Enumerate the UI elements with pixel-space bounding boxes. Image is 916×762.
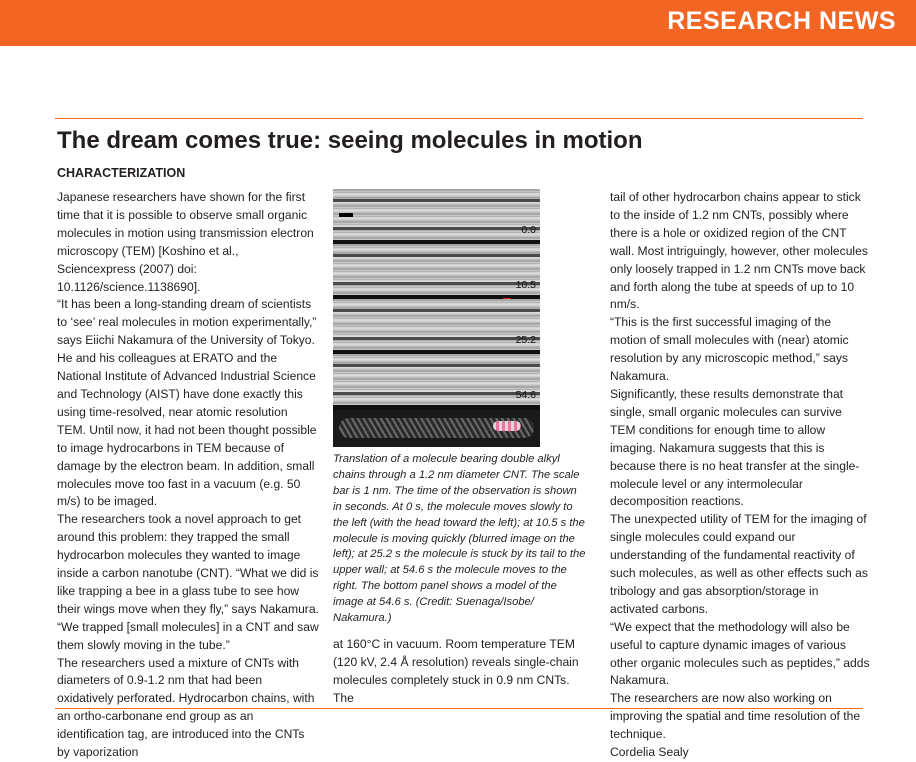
paragraph: “This is the first successful imaging of the motion of small molecules with (near) atomic resolution by any microscopic method,” says Nakamura. [610,315,849,384]
paragraph: “We expect that the methodology will also be useful to capture dynamic images of various other organic molecules such as peptides,” adds Nakamura. [610,619,870,688]
paragraph: Significantly, these results demonstrate that single, small organic molecules can survive TEM conditions for enough time to allow imaging. Nakamura suggests that this is because there is no heat transfer at the single-molecule level or any intermolecular decomposition reactions. [610,386,860,509]
cnt-wall [333,392,540,395]
paragraph: Japanese researchers have shown for the first time that it is possible to observe small organic molecules in motion using transmission electron microscopy (TEM) [Koshino et al., Sciencexpress (2007) doi: 10.1126/science.1138690]. [57,190,314,294]
molecule-model [493,421,521,431]
paragraph: The researchers took a novel approach to get around this problem: they trapped the small hydrocarbon molecules they wanted to image inside a carbon nanotube (CNT). “What we did is like trapping a bee in a glass tube to see how their wings move when they fly,” says Nakamura. “We trapped [small molecules] in a CNT and saw them slowly moving in the tube.” [57,512,319,652]
frame-time-label: 0.0 [521,224,536,236]
paragraph: The researchers are now also working on improving the spatial and time resolution of the technique. [610,691,861,742]
tem-frame [333,354,540,405]
paragraph: at 160°C in vacuum. Room temperature TEM (120 kV, 2.4 Å resolution) reveals single-chain molecules completely stuck in 0.9 nm CNTs. The [333,637,579,705]
cnt-wall [333,254,540,257]
author-byline: Cordelia Sealy [610,745,689,760]
banner [0,0,916,46]
banner-title: RESEARCH NEWS [667,7,896,35]
paragraph: “It has been a long-standing dream of scientists to ‘see’ real molecules in motion experimentally,” says Eiichi Nakamura of the University of Tokyo. He and his colleagues at ERATO and the National Institute of Advanced Industrial Science and Technology (AIST) have done exactly this using time-resolved, near atomic resolution TEM. Until now, it had not been thought possible to image hydrocarbons in TEM because of damage by the electron beam. In addition, small molecules move too fast in a vacuum (e.g. 50 m/s) to be imaged. [57,297,317,509]
column-3 [610,189,870,762]
cnt-wall [333,227,540,230]
tem-frame [333,299,540,350]
frame-time-label: 25.2 [515,334,536,346]
caption-text: Translation of a molecule bearing double alkyl chains through a 1.2 nm diameter CNT. The scale bar is 1 nm. The time of the observation is shown in seconds. At 0 s, the molecule moves slowly to the left (with the head toward the left); at 10.5 s the molecule is moving quickly (blurred image on the left); at 25.2 s the molecule is stuck by its tail to the upper wall; at 54.6 s the molecule moves to the right. The bottom panel shows a model of the image at 54.6 s. (Credit: Suenaga/Isobe/ Nakamura.) [333,453,586,625]
scale-bar [339,213,353,217]
cnt-wall [333,337,540,340]
tem-frame [333,244,540,295]
tem-frame [333,189,540,240]
cnt-wall [333,282,540,285]
article-headline: The dream comes true: seeing molecules in motion [57,127,643,154]
column-2 [333,636,589,708]
cnt-wall [333,199,540,202]
tem-figure [333,189,540,447]
figure-caption [333,452,586,627]
bottom-rule [55,708,863,709]
frame-time-label: 10.5 [515,279,536,291]
molecular-model-panel [333,410,540,447]
paragraph: The researchers used a mixture of CNTs with diameters of 0.9-1.2 nm that had been oxidatively perforated. Hydrocarbon chains, with an ortho-carbonane end group as an identification tag, are introduced into the CNTs by vaporization [57,655,315,760]
frame-time-label: 54.6 [515,389,536,401]
top-rule [55,118,863,119]
paragraph: tail of other hydrocarbon chains appear to stick to the inside of 1.2 nm CNTs, possibly where there is a hole or oxidized region of the CNT wall. Most intriguingly, however, other molecules only loosely trapped in 1.2 nm CNTs move back and forth along the tube at speeds of up to 10 nm/s. [610,190,868,312]
column-1 [57,189,319,762]
cnt-wall [333,364,540,367]
paragraph: The unexpected utility of TEM for the imaging of single molecules could expand our understanding of the fundamental reactivity of such molecules, as well as other effects such as tribology and gas absorption/storage in activated carbons. [610,512,868,616]
section-label: CHARACTERIZATION [57,166,186,180]
cnt-wall [333,309,540,312]
